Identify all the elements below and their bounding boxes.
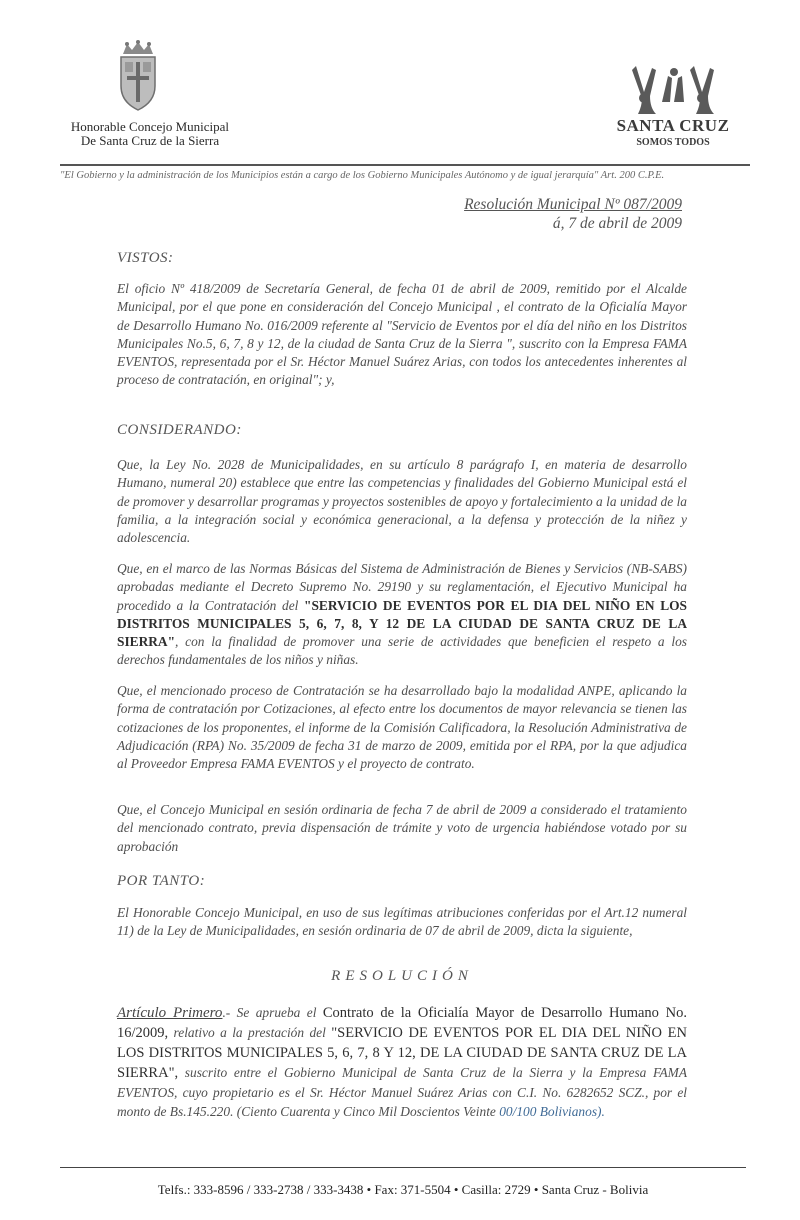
- resolution-date: á, 7 de abril de 2009: [552, 215, 682, 232]
- coat-of-arms-icon: [113, 40, 163, 112]
- considerando-paragraph-2: [117, 560, 687, 670]
- council-name: [60, 120, 240, 148]
- article-one: [117, 1003, 687, 1121]
- logo-name: SANTA CRUZ: [616, 116, 730, 135]
- p2-text-a: Que, en el marco de las Normas Básicas del Sistema de Administración de Bienes y Servicios (NB-SABS) aprobadas mediante el Decreto Supremo No. 29190 y su reglamentación, el Ejecutivo Municipal ha procedido a la Contratación del: [117, 561, 687, 613]
- por-tanto-paragraph: El Honorable Concejo Municipal, en uso de sus legítimas atribuciones conferidas por el Art.12 numeral 11) de la Ley de Municipalidades, en sesión ordinaria de 07 de abril de 2009, dicta la siguiente,: [117, 905, 687, 939]
- considerando-heading: CONSIDERANDO:: [117, 422, 242, 438]
- vistos-heading: VISTOS:: [117, 250, 174, 266]
- resolucion-heading: RESOLUCIÓN: [331, 968, 473, 984]
- art1-text-a: .- Se aprueba el: [222, 1005, 323, 1020]
- resolution-number: Resolución Municipal Nº 087/2009: [464, 196, 682, 213]
- considerando-paragraph-4: Que, el Concejo Municipal en sesión ordinaria de fecha 7 de abril de 2009 a considerado el tratamiento del mencionado contrato, previa dispensación de trámite y voto de urgencia habiéndose votado por su aprobación: [117, 802, 687, 854]
- art1-service-title: "SERVICIO DE EVENTOS POR EL DIA DEL NIÑO EN LOS DISTRITOS MUNICIPALES 5, 6, 7, 8 Y 12, DE LA CIUDAD DE SANTA CRUZ DE LA SIERRA",: [117, 1025, 687, 1081]
- logo-tagline: SOMOS TODOS: [636, 137, 710, 148]
- considerando-paragraph-1: Que, la Ley No. 2028 de Municipalidades, en su artículo 8 parágrafo I, en materia de desarrollo Humano, numeral 20) establece que entre las competencias y finalidades del Gobierno Municipal está el de promover y desarrollar programas y proyectos sostenibles de apoyo y fortalecimiento a la unidad de la familia, a la integración social y económica generacional, a la defensa y protección de la niñez y adolescencia.: [117, 457, 687, 546]
- council-line-1: Honorable Concejo Municipal: [70, 119, 230, 134]
- vistos-paragraph: El oficio Nº 418/2009 de Secretaría General, de fecha 01 de abril de 2009, remitido por el Alcalde Municipal, por el que pone en consideración del Concejo Municipal , el contrato de la Oficialía Mayor de Desarrollo Humano No. 016/2009 referente al "Servicio de Eventos por el día del niño en los Distritos Municipales No.5, 6, 7, 8 y 12, de la ciudad de Santa Cruz de la Sierra ", suscrito con la Empresa FAMA EVENTOS, representada por el Sr. Héctor Manuel Suárez Arias, con todos los antecedentes inherentes al proceso de contratación, en original"; y,: [117, 281, 687, 388]
- footer-divider: [60, 1167, 746, 1168]
- p2-service-title: "SERVICIO DE EVENTOS POR EL DIA DEL NIÑO EN LOS DISTRITOS MUNICIPALES 5, 6, 7, 8, Y 12 DE LA CIUDAD DE SANTA CRUZ DE LA SIERRA": [117, 597, 687, 650]
- art1-contract-title: Contrato de la Oficialía Mayor de Desarrollo Humano No. 16/2009,: [117, 1005, 687, 1041]
- considerando-paragraph-3: Que, el mencionado proceso de Contratación se ha desarrollado bajo la modalidad ANPE, aplicando la forma de contratación por Cotizaciones, al efecto entre los documentos de mayor relevancia se tienen las cotizaciones de los proponentes, el informe de la Comisión Calificadora, la Resolución Administrativa de Adjudicación (RPA) No. 35/2009 de fecha 31 de marzo de 2009, emitida por el RPA, por la que adjudica al Proveedor Empresa FAMA EVENTOS y el proyecto de contrato.: [117, 683, 687, 772]
- art1-text-b: relativo a la prestación del: [168, 1025, 332, 1040]
- article-one-label: Artículo Primero: [117, 1005, 223, 1021]
- council-line-2: De Santa Cruz de la Sierra: [80, 133, 220, 148]
- header-divider: [60, 164, 750, 166]
- art1-amount-handwritten: 00/100 Bolivianos).: [499, 1104, 605, 1119]
- footer-contact: Telfs.: 333-8596 / 333-2738 / 333-3438 • Fax: 371-5504 • Casilla: 2729 • Santa Cruz - Bolivia: [157, 1182, 649, 1197]
- art1-text-c: suscrito entre el Gobierno Municipal de Santa Cruz de la Sierra y la Empresa FAMA EVENTOS, cuyo propietario es el Sr. Héctor Manuel Suárez Arias con C.I. No. 6282652 SCZ., por el monto de Bs.145.220. (Ciento Cuarenta y Cinco Mil Doscientos Veinte: [117, 1065, 687, 1119]
- por-tanto-heading: POR TANTO:: [117, 873, 206, 889]
- p2-text-b: , con la finalidad de promover una serie de actividades que beneficien el respeto a los derechos fundamentales de los niños y niñas.: [117, 634, 687, 668]
- constitution-motto: "El Gobierno y la administración de los Municipios están a cargo de los Gobierno Municipales Autónomo y de igual jerarquía" Art. 200 C.P.E.: [60, 170, 665, 181]
